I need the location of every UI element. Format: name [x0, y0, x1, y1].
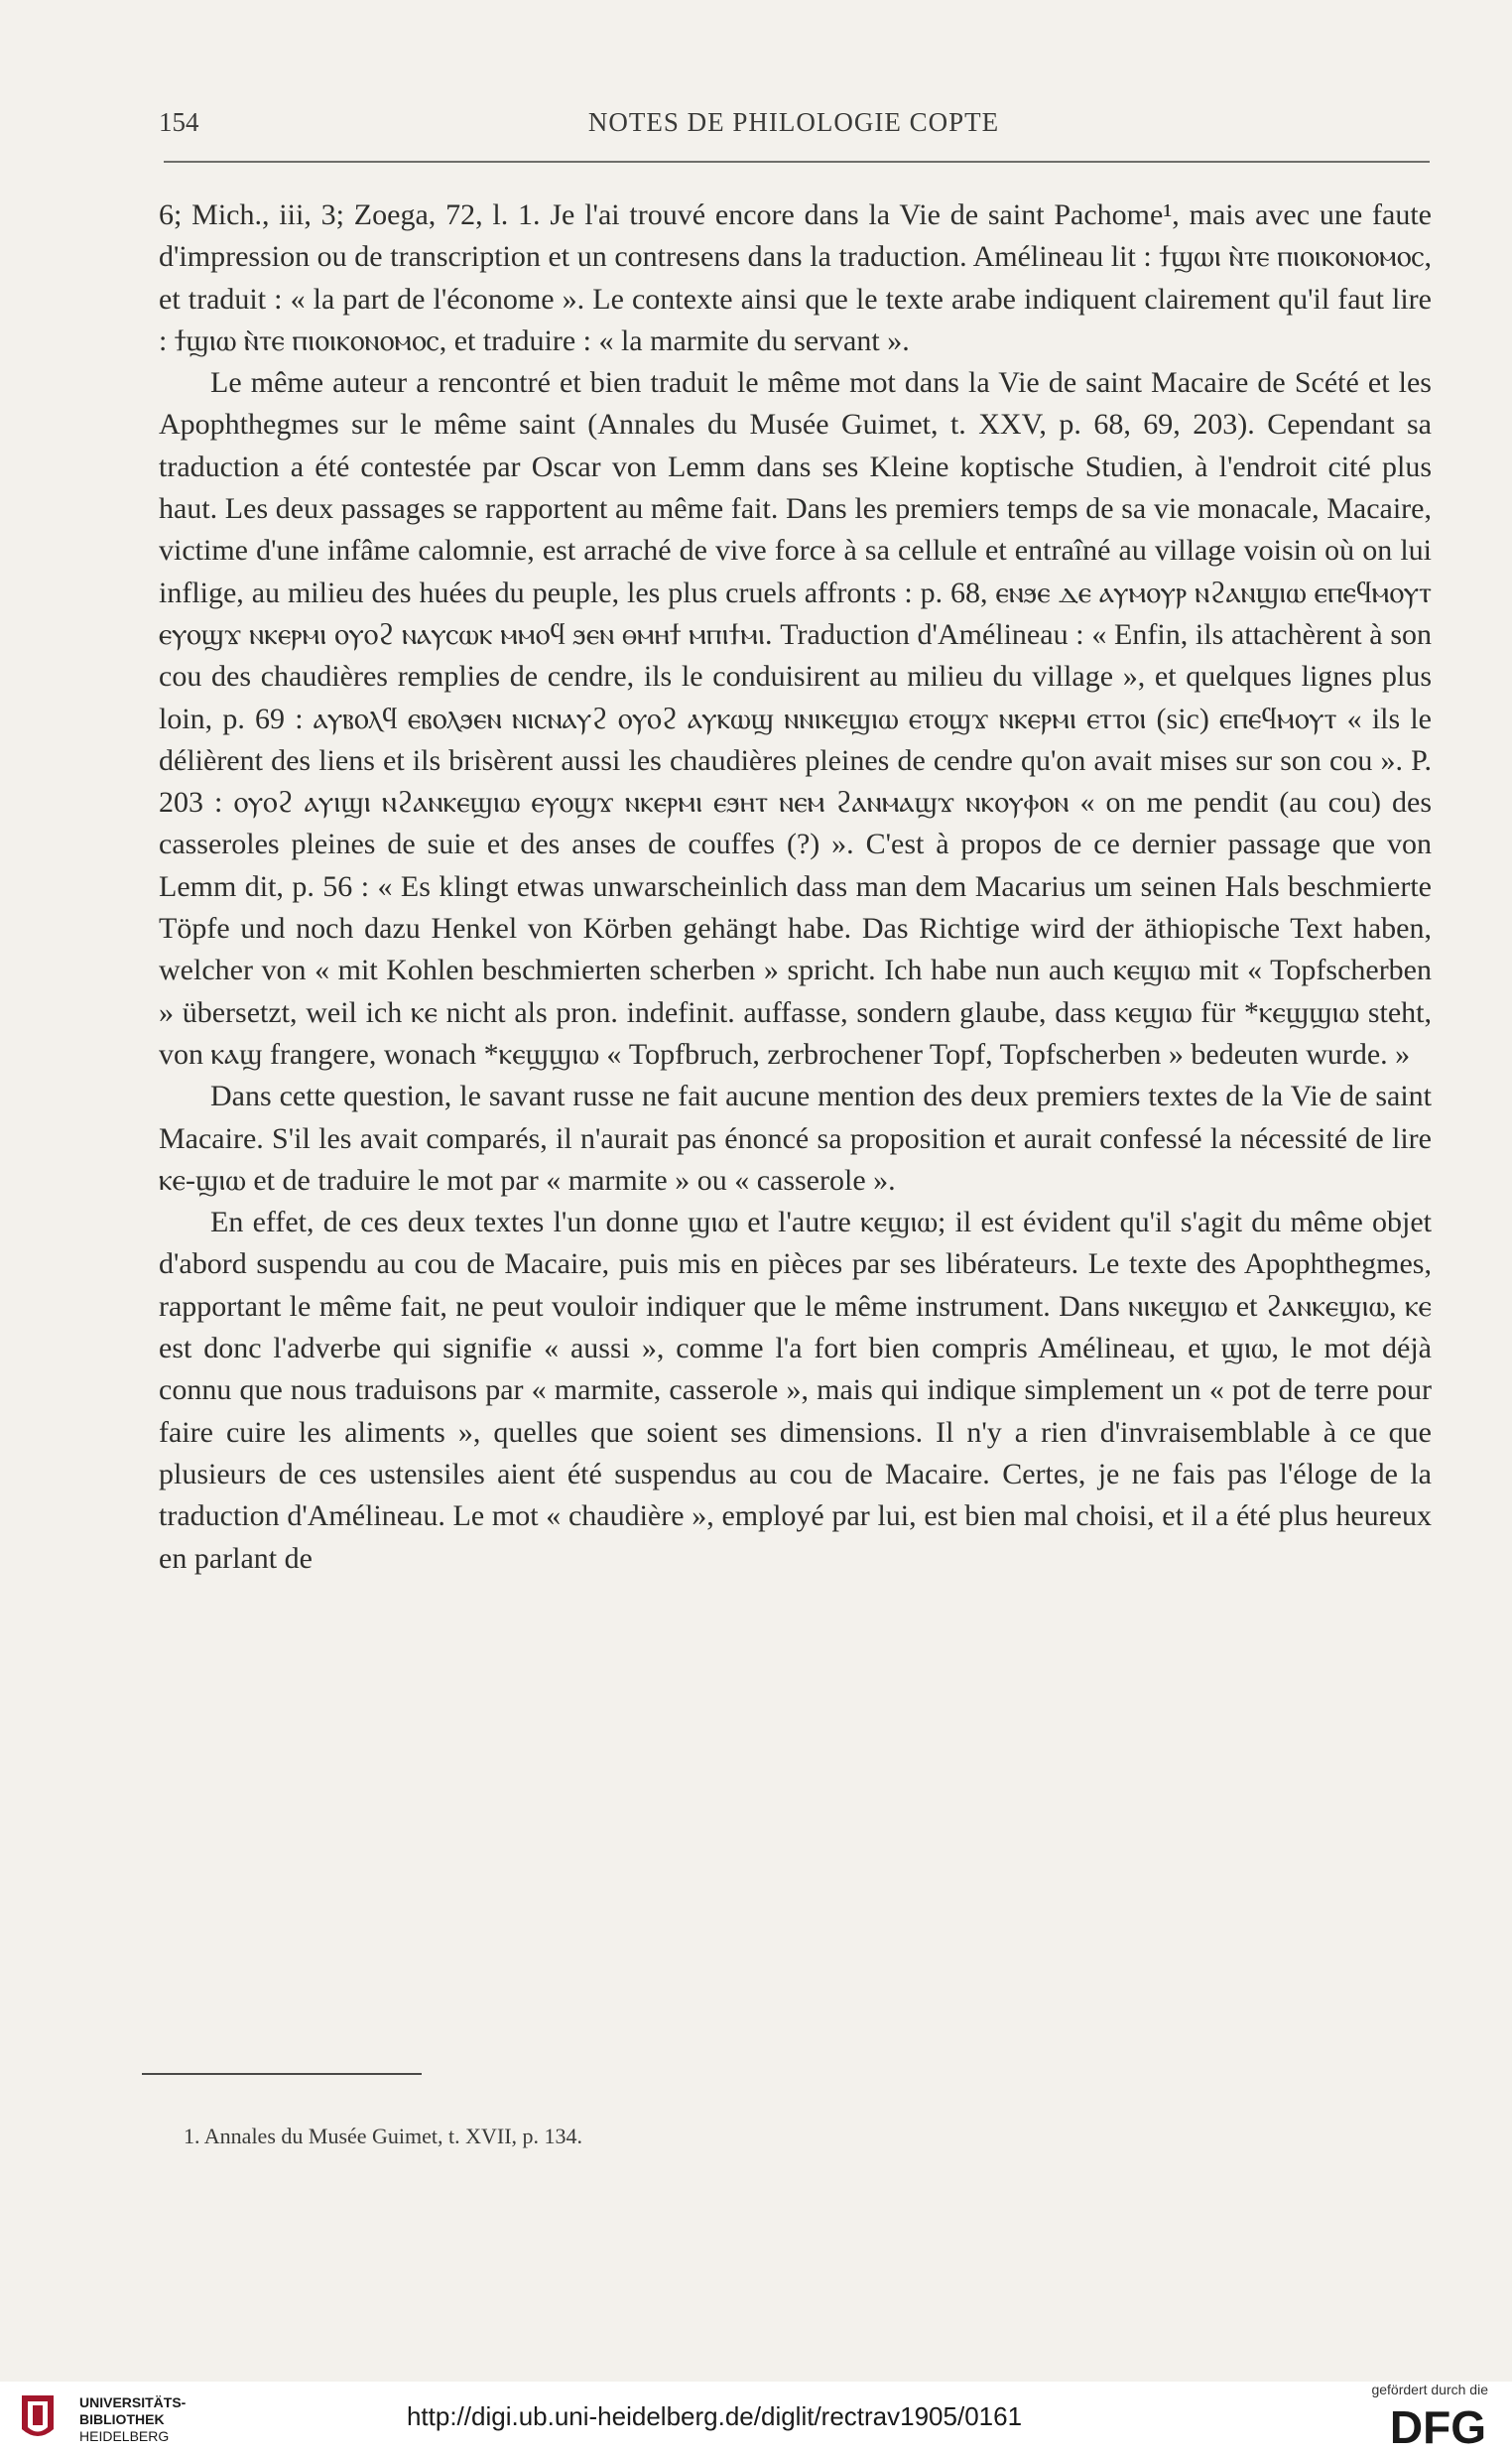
- institution-line-2: BIBLIOTHEK: [79, 2411, 165, 2427]
- permalink-url[interactable]: http://digi.ub.uni-heidelberg.de/diglit/rectrav1905/0161: [406, 2401, 1023, 2431]
- paragraph-2: Le même auteur a rencontré et bien traduit le même mot dans la Vie de saint Macaire de Scété et les Apophthegmes sur le même saint (Annales du Musée Guimet, t. XXV, p. 68, 69, 203). Cependant sa traduction a été contestée par Oscar von Lemm dans ses Kleine koptische Studien, à l'endroit cité plus haut. Les deux passages se rapportent au même fait. Dans les premiers temps de sa vie monacale, Macaire, victime d'une infâme calomnie, est arraché de vive force à sa cellule et entraîné au village voisin où on lui inflige, au milieu des huées du peuple, les plus cruels affronts : p. 68, ⲉⲛϧⲉ ⲇⲉ ⲁⲩⲙⲟⲩⲣ ⲛϩⲁⲛϣⲓⲱ ⲉⲡⲉϥⲙⲟⲩⲧ ⲉⲩⲟϣϫ ⲛⲕⲉⲣⲙⲓ ⲟⲩⲟϩ ⲛⲁⲩⲥⲱⲕ ⲙⲙⲟϥ ϧⲉⲛ ⲑⲙⲏϯ ⲙⲡⲓϯⲙⲓ. Traduction d'Amélineau : « Enfin, ils attachèrent à son cou des chaudières remplies de cendre, ils le conduisirent au milieu du village », et quelques lignes plus loin, p. 69 : ⲁⲩⲃⲟⲗϥ ⲉⲃⲟⲗϧⲉⲛ ⲛⲓⲥⲛⲁⲩϩ ⲟⲩⲟϩ ⲁⲩⲕⲱϣ ⲛⲛⲓⲕⲉϣⲓⲱ ⲉⲧⲟϣϫ ⲛⲕⲉⲣⲙⲓ ⲉⲧⲧⲟⲓ (sic) ⲉⲡⲉϥⲙⲟⲩⲧ « ils le délièrent des liens et ils brisèrent aussi les chaudières pleines de cendre qu'on avait mises sur son cou ». P. 203 : ⲟⲩⲟϩ ⲁⲩⲓϣⲓ ⲛϩⲁⲛⲕⲉϣⲓⲱ ⲉⲩⲟϣϫ ⲛⲕⲉⲣⲙⲓ ⲉϧⲏⲧ ⲛⲉⲙ ϩⲁⲛⲙⲁϣϫ ⲛⲕⲟⲩⲫⲟⲛ « on me pendit (au cou) des casseroles pleines de suie et des anses de couffes (?) ». C'est à propos de ce dernier passage que von Lemm dit, p. 56 : « Es klingt etwas unwarscheinlich dass man dem Macarius um seinen Hals beschmierte Töpfe und noch dazu Henkel von Körben gehängt habe. Das Richtige wird der äthiopische Text haben, welcher von « mit Kohlen beschmierten scherben » spricht. Ich habe nun auch ⲕⲉϣⲓⲱ mit « Topfscherben » übersetzt, weil ich ⲕⲉ nicht als pron. indefinit. auffasse, sondern glaube, dass ⲕⲉϣⲓⲱ für *ⲕⲉϣϣⲓⲱ steht, von ⲕⲁϣ frangere, wonach *ⲕⲉϣϣⲓⲱ « Topfbruch, zerbrochener Topf, Topfscherben » bedeuten wurde. »: [159, 366, 1432, 1071]
- dfg-logo-icon: [1337, 2401, 1488, 2447]
- page-number: 154: [159, 107, 199, 137]
- funder-note: gefördert durch die: [1371, 2382, 1488, 2397]
- paragraph-4: En effet, de ces deux textes l'un donne ϣⲓⲱ et l'autre ⲕⲉϣⲓⲱ; il est évident qu'il s'agit du même objet d'abord suspendu au cou de Macaire, puis mis en pièces par ses libérateurs. Le texte des Apophthegmes, rapportant le même fait, ne peut vouloir indiquer que le même instrument. Dans ⲛⲓⲕⲉϣⲓⲱ et ϩⲁⲛⲕⲉϣⲓⲱ, ⲕⲉ est donc l'adverbe qui signifie « aussi », comme l'a fort bien compris Amélineau, et ϣⲓⲱ, le mot déjà connu que nous traduisons par « marmite, casserole », mais qui indique simplement un « pot de terre pour faire cuire les aliments », quelles que soient ses dimensions. Il n'y a rien d'invraisemblable à ce que plusieurs de ces ustensiles aient été suspendus au cou de Macaire. Certes, je ne fais pas l'éloge de la traduction d'Amélineau. Le mot « chaudière », employé par lui, est bien mal choisi, et il a été plus heureux en parlant de: [159, 1206, 1432, 1575]
- header-rule: [164, 161, 1430, 163]
- institution-line-1: UNIVERSITÄTS-: [79, 2394, 187, 2410]
- dfg-logo-text: DFG: [1389, 2401, 1486, 2447]
- institution-name: [79, 2394, 186, 2445]
- body-text: [159, 194, 1432, 1580]
- university-logo-icon: [8, 2389, 67, 2445]
- paragraph-3: Dans cette question, le savant russe ne fait aucune mention des deux premiers textes de la Vie de saint Macaire. S'il les avait comparés, il n'aurait pas énoncé sa proposition et aurait confessé la nécessité de lire ⲕⲉ-ϣⲓⲱ et de traduire le mot par « marmite » ou « casserole ».: [159, 1080, 1432, 1197]
- running-head: [159, 107, 1429, 147]
- institution-line-3: HEIDELBERG: [79, 2428, 170, 2444]
- footnote: 1. Annales du Musée Guimet, t. XVII, p. 134.: [184, 2124, 583, 2148]
- footnote-rule: [142, 2073, 422, 2075]
- paragraph-1: 6; Mich., iii, 3; Zoega, 72, l. 1. Je l'ai trouvé encore dans la Vie de saint Pachome¹, mais avec une faute d'impression ou de transcription et un contresens dans la traduction. Amélineau lit : ϯϣⲱⲓ ⲛ̀ⲧⲉ ⲡⲓⲟⲓⲕⲟⲛⲟⲙⲟⲥ, et traduit : « la part de l'économe ». Le contexte ainsi que le texte arabe indiquent clairement qu'il faut lire : ϯϣⲓⲱ ⲛ̀ⲧⲉ ⲡⲓⲟⲓⲕⲟⲛⲟⲙⲟⲥ, et traduire : « la marmite du servant ».: [159, 198, 1432, 357]
- running-title: NOTES DE PHILOLOGIE COPTE: [587, 107, 1000, 137]
